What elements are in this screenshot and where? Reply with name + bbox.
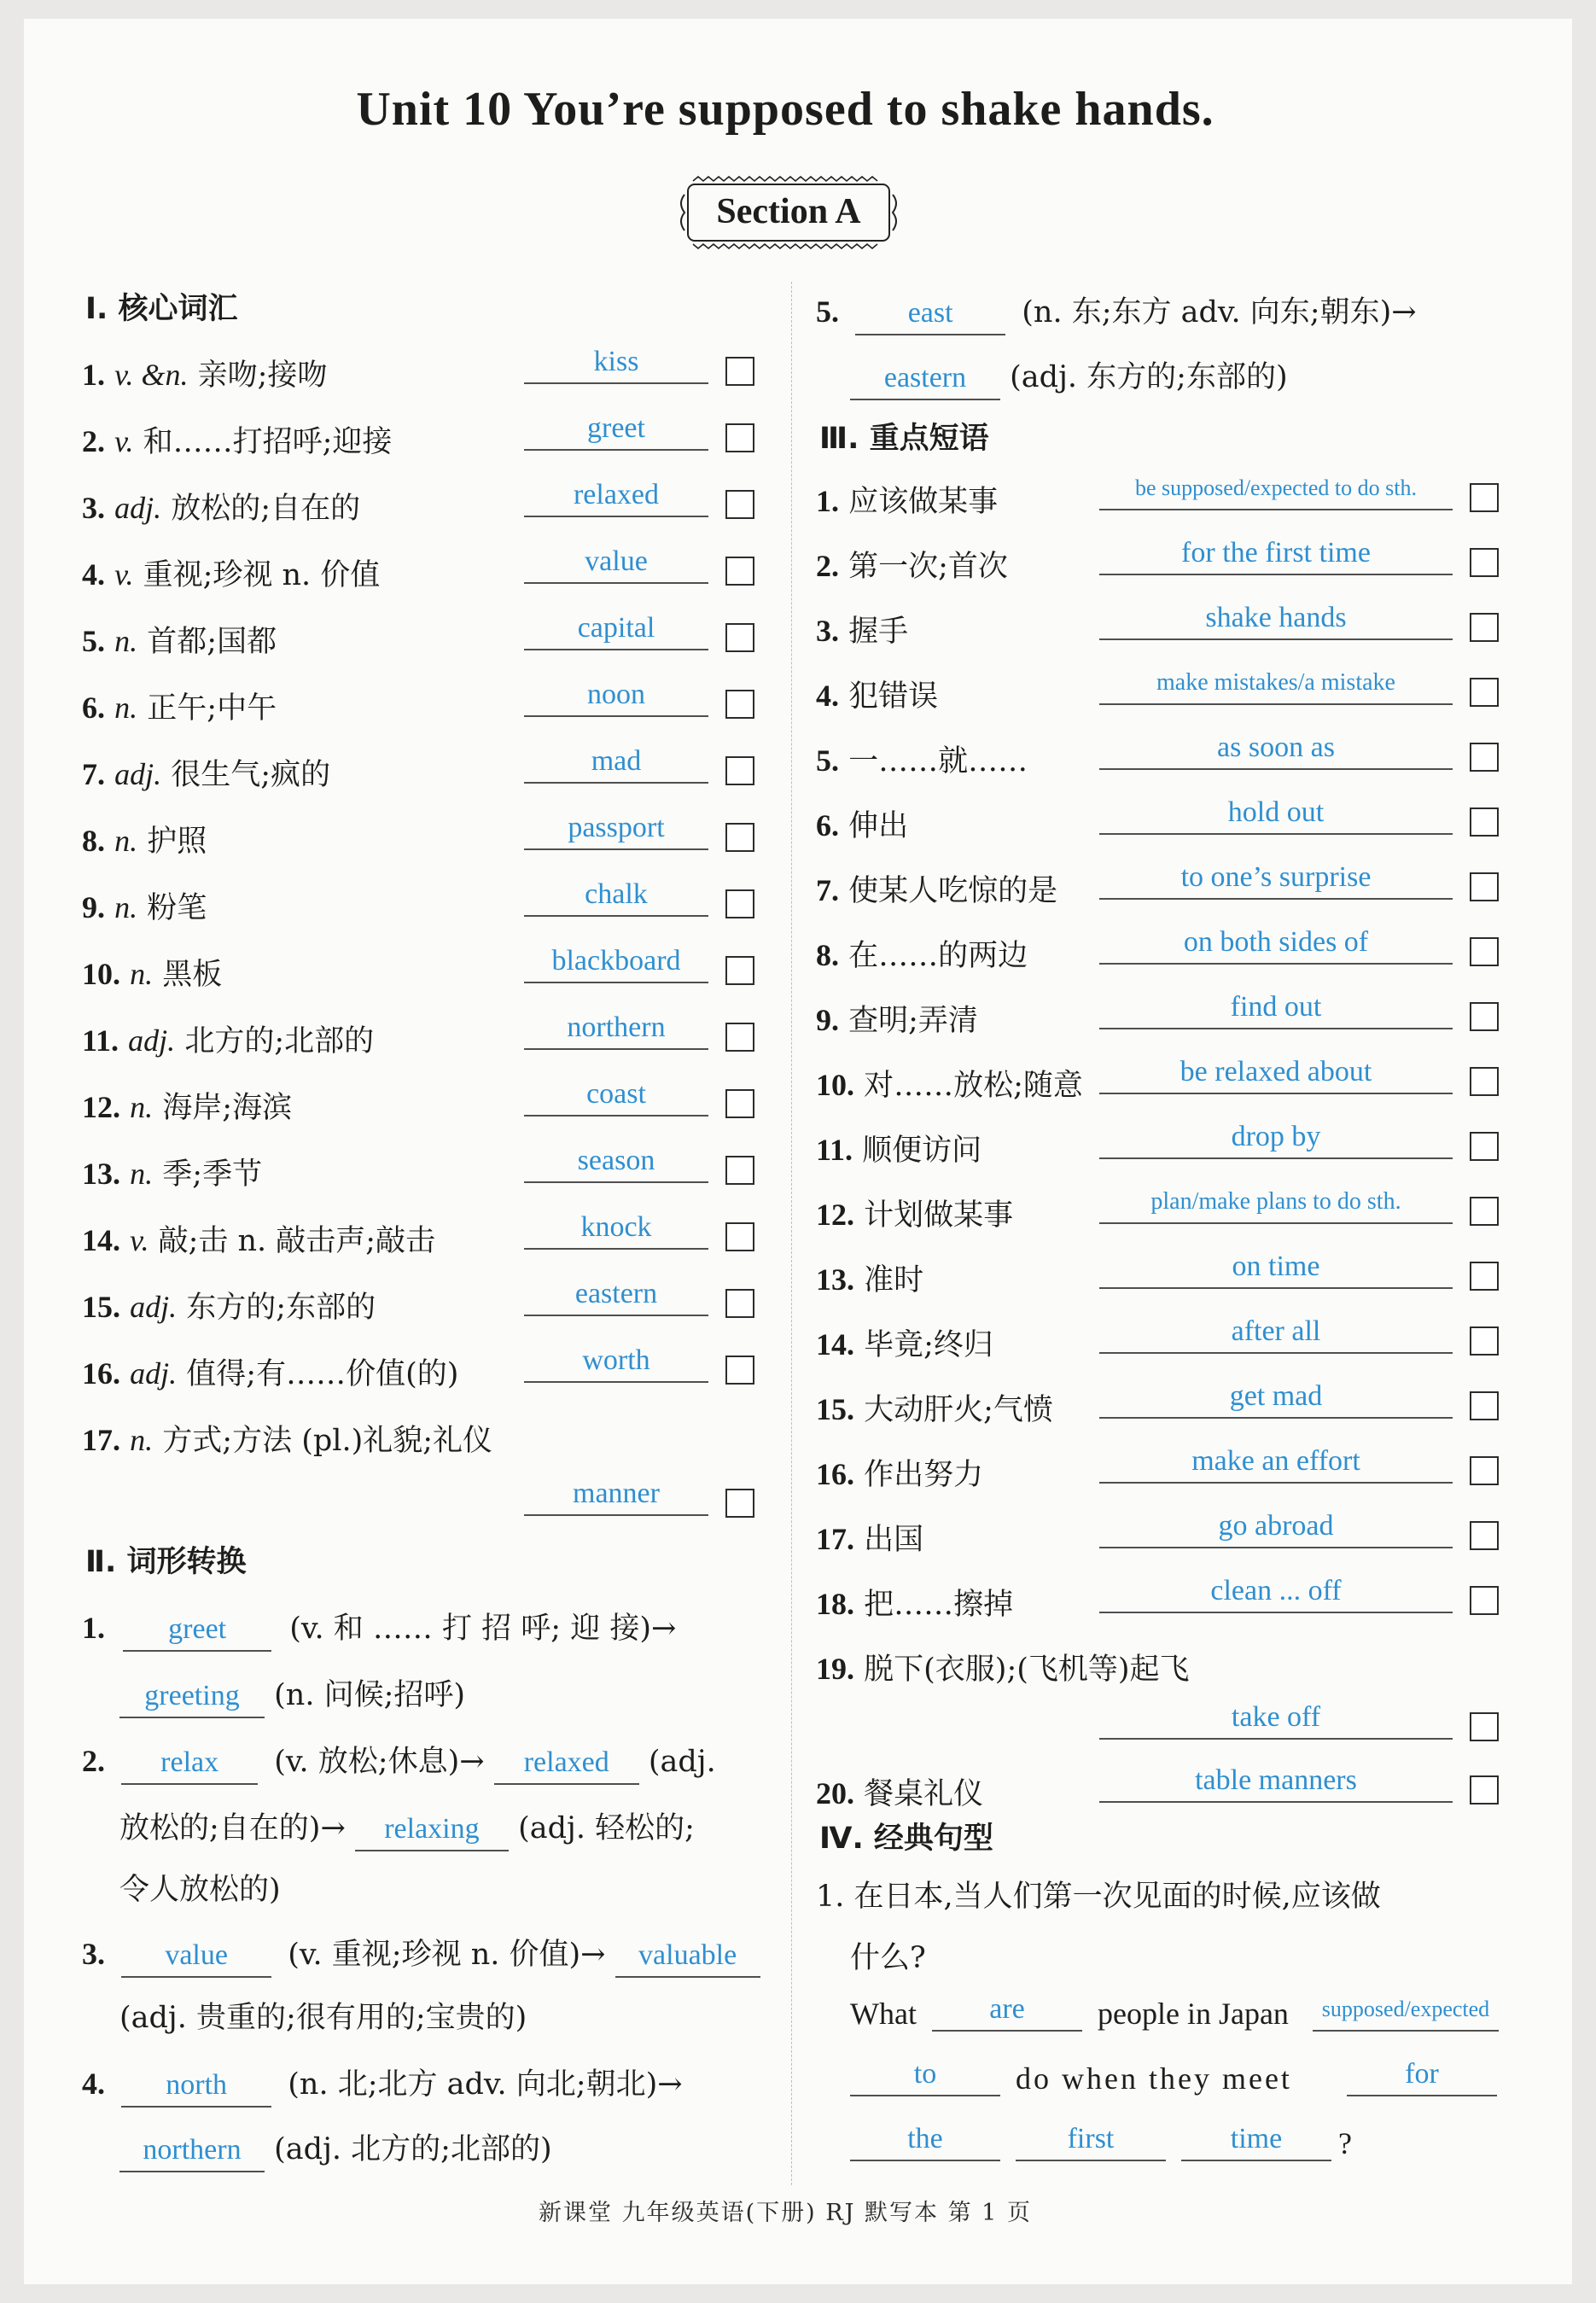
checkbox[interactable] <box>1470 808 1499 837</box>
answer-field[interactable]: for <box>1347 2057 1497 2096</box>
sec2-header: Ⅱ. 词形转换 <box>85 1545 247 1579</box>
checkbox[interactable] <box>725 690 754 719</box>
item-number: 1. <box>82 1611 105 1645</box>
answer-field[interactable]: drop by <box>1099 1120 1453 1159</box>
checkbox[interactable] <box>1470 1197 1499 1226</box>
part-of-speech: n. <box>114 691 138 725</box>
part-of-speech: adj. <box>130 1290 178 1324</box>
item-number: 8. <box>82 824 105 858</box>
answer-field[interactable]: eastern <box>850 361 1000 400</box>
checkbox[interactable] <box>725 1289 754 1318</box>
checkbox[interactable] <box>725 490 754 519</box>
answer-field[interactable]: east <box>855 296 1005 335</box>
checkbox[interactable] <box>725 1489 754 1518</box>
answer-field[interactable]: relaxed <box>524 478 708 517</box>
meaning-text: 方式;方法 (pl.)礼貌;礼仪 <box>162 1424 493 1458</box>
answer-field[interactable]: relax <box>121 1746 258 1785</box>
answer-field[interactable]: for the first time <box>1099 536 1453 575</box>
item-number: 12. <box>82 1090 120 1124</box>
phrase-item <box>816 932 1028 975</box>
checkbox[interactable] <box>725 423 754 452</box>
checkbox[interactable] <box>1470 1002 1499 1031</box>
meaning-text: 查明;弄清 <box>848 1004 978 1038</box>
item-number: 13. <box>816 1262 854 1297</box>
answer-field[interactable]: plan/make plans to do sth. <box>1099 1185 1453 1224</box>
phrase-item <box>816 1581 1013 1624</box>
sec4-q1-cn-line2: 什么? <box>850 1941 926 1975</box>
item-number: 14. <box>82 1223 120 1257</box>
meaning-text: 脱下(衣服);(飞机等)起飞 <box>864 1653 1190 1687</box>
sec2-q3-line2 <box>119 1994 527 2037</box>
meaning-text: 伸出 <box>848 809 909 843</box>
meaning-text: 在……的两边 <box>848 939 1028 973</box>
part-of-speech: n. <box>114 824 138 858</box>
part-of-speech: adj. <box>114 757 162 791</box>
phrase-item <box>816 478 998 521</box>
answer-field[interactable]: value <box>121 1939 271 1978</box>
phrase-item <box>816 543 1008 586</box>
answer-field[interactable]: as soon as <box>1099 731 1453 770</box>
answer-field[interactable]: noon <box>524 678 708 717</box>
item-text: (adj. <box>648 1745 716 1779</box>
answer-field[interactable]: make an effort <box>1099 1444 1453 1484</box>
meaning-text: 季;季节 <box>162 1157 263 1192</box>
answer-field[interactable]: take off <box>1099 1700 1453 1740</box>
answer-field[interactable]: find out <box>1099 990 1453 1029</box>
checkbox[interactable] <box>1470 1067 1499 1096</box>
answer-field[interactable]: clean ... off <box>1099 1574 1453 1613</box>
phrase-item <box>816 1770 983 1813</box>
meaning-text: 对……放松;随意 <box>864 1069 1083 1103</box>
item-number: 17. <box>816 1522 854 1556</box>
vocab-item <box>82 685 277 727</box>
sec2-q4-line2 <box>119 2125 552 2172</box>
item-text: (adj. 东方的;东部的) <box>1010 360 1288 394</box>
phrase-item <box>816 867 1057 910</box>
page-footer: 新课堂 九年级英语(下册) RJ 默写本 第 1 页 <box>539 2200 1032 2226</box>
vocab-item <box>82 551 380 594</box>
item-text: (adj. 轻松的; <box>518 1811 695 1845</box>
meaning-text: 重视;珍视 n. 价值 <box>143 558 381 592</box>
part-of-speech: v. <box>114 424 134 458</box>
checkbox[interactable] <box>1470 483 1499 512</box>
item-number: 4. <box>816 679 839 713</box>
sec2-q2-line1 <box>82 1738 716 1785</box>
answer-field[interactable]: go abroad <box>1099 1509 1453 1548</box>
vocab-item <box>82 1417 492 1460</box>
vocab-item <box>82 884 207 927</box>
checkbox[interactable] <box>725 1222 754 1251</box>
vocab-item <box>82 418 392 461</box>
phrase-item <box>816 1386 1053 1429</box>
answer-field[interactable]: chalk <box>524 877 708 917</box>
vocab-item <box>82 1017 374 1060</box>
part-of-speech: adj. <box>114 491 162 525</box>
checkbox[interactable] <box>1470 678 1499 707</box>
phrase-item <box>816 738 1028 780</box>
sec2-q1-line2 <box>119 1671 465 1718</box>
item-number: 13. <box>82 1157 120 1191</box>
meaning-text: 应该做某事 <box>848 485 999 519</box>
meaning-text: 毕竟;终归 <box>864 1328 993 1362</box>
answer-field[interactable]: greeting <box>119 1679 265 1718</box>
item-text: (n. 东;东方 adv. 向东;朝东)→ <box>1022 295 1417 329</box>
meaning-text: 顺便访问 <box>862 1134 982 1168</box>
meaning-text: 很生气;疯的 <box>171 758 331 792</box>
item-number: 10. <box>82 957 120 991</box>
item-number: 15. <box>82 1290 120 1324</box>
item-text: (v. 和 …… 打 招 呼; 迎 接)→ <box>289 1612 677 1646</box>
phrase-item <box>816 1451 983 1494</box>
item-number: 1. <box>82 358 105 392</box>
answer-field[interactable]: knock <box>524 1210 708 1250</box>
meaning-text: 亲吻;接吻 <box>197 359 328 393</box>
meaning-text: 握手 <box>848 615 909 649</box>
answer-field[interactable]: coast <box>524 1077 708 1117</box>
item-number: 6. <box>816 808 839 842</box>
answer-field[interactable]: eastern <box>524 1277 708 1316</box>
answer-field[interactable]: on both sides of <box>1099 925 1453 965</box>
answer-field[interactable]: to <box>850 2057 1000 2096</box>
answer-field[interactable]: season <box>524 1144 708 1183</box>
phrase-item <box>816 673 938 715</box>
vocab-item <box>82 951 222 994</box>
sec2-q5-line1 <box>816 289 1417 335</box>
item-number: 17. <box>82 1423 120 1457</box>
meaning-text: 北方的;北部的 <box>184 1024 375 1058</box>
item-number: 9. <box>82 890 105 924</box>
item-number: 1. <box>816 484 839 518</box>
answer-field[interactable]: get mad <box>1099 1379 1453 1419</box>
item-text: 放松的;自在的)→ <box>119 1811 346 1845</box>
item-number: 3. <box>82 1937 105 1971</box>
answer-field[interactable]: worth <box>524 1344 708 1383</box>
item-number: 5. <box>816 294 839 329</box>
phrase-item <box>816 802 908 845</box>
checkbox[interactable] <box>725 357 754 386</box>
sec2-q2-line2 <box>119 1805 695 1851</box>
item-number: 20. <box>816 1776 854 1810</box>
item-number: 8. <box>816 938 839 972</box>
answer-field[interactable]: north <box>121 2068 271 2108</box>
vocab-item <box>82 1217 435 1260</box>
checkbox[interactable] <box>725 1023 754 1052</box>
section-badge <box>676 176 901 249</box>
meaning-text: 准时 <box>864 1263 924 1297</box>
checkbox[interactable] <box>725 623 754 652</box>
item-number: 12. <box>816 1198 854 1232</box>
answer-field[interactable]: blackboard <box>524 944 708 983</box>
meaning-text: 敲;击 n. 敲击声;敲击 <box>158 1224 436 1258</box>
meaning-text: 值得;有……价值(的) <box>186 1357 459 1391</box>
answer-field[interactable]: capital <box>524 611 708 650</box>
answer-field[interactable]: supposed/expected <box>1313 1992 1499 2032</box>
phrase-item <box>816 1646 1190 1688</box>
answer-field[interactable]: passport <box>524 811 708 850</box>
phrase-item <box>816 1256 923 1299</box>
item-number: 5. <box>82 624 105 658</box>
item-text: (v. 放松;休息)→ <box>274 1745 485 1779</box>
checkbox[interactable] <box>725 756 754 785</box>
meaning-text: 大动肝火;气愤 <box>864 1393 1053 1427</box>
part-of-speech: n. <box>114 624 138 658</box>
answer-field[interactable]: relaxing <box>355 1812 509 1851</box>
sec2-q4-line1 <box>82 2061 683 2108</box>
item-number: 7. <box>816 873 839 907</box>
vocab-item <box>82 485 360 528</box>
answer-field[interactable]: value <box>524 545 708 584</box>
vocab-item <box>82 1084 292 1127</box>
item-text: (n. 问候;招呼) <box>274 1678 466 1712</box>
item-number: 11. <box>82 1023 119 1058</box>
answer-field[interactable]: valuable <box>615 1939 760 1978</box>
part-of-speech: n. <box>130 1090 154 1124</box>
checkbox[interactable] <box>1470 937 1499 966</box>
phrase-item <box>816 1516 923 1559</box>
meaning-text: 第一次;首次 <box>848 550 1008 584</box>
part-of-speech: n. <box>130 1423 154 1457</box>
answer-field[interactable]: be supposed/expected to do sth. <box>1099 471 1453 510</box>
checkbox[interactable] <box>1470 743 1499 772</box>
meaning-text: 和……打招呼;迎接 <box>143 425 393 459</box>
checkbox[interactable] <box>1470 1326 1499 1356</box>
sec4-word: What <box>850 1997 917 2031</box>
part-of-speech: v. <box>114 557 134 592</box>
answer-field[interactable]: are <box>932 1992 1082 2032</box>
vocab-item <box>82 818 207 860</box>
item-text: (adj. 北方的;北部的) <box>274 2132 552 2166</box>
answer-field[interactable]: shake hands <box>1099 601 1453 640</box>
meaning-text: 护照 <box>147 825 207 859</box>
sec4-word: ? <box>1338 2126 1352 2160</box>
checkbox[interactable] <box>1470 1132 1499 1161</box>
checkbox[interactable] <box>725 889 754 918</box>
meaning-text: 出国 <box>864 1523 924 1557</box>
checkbox[interactable] <box>1470 1712 1499 1741</box>
item-number: 4. <box>82 2067 105 2101</box>
meaning-text: 黑板 <box>162 958 223 992</box>
checkbox[interactable] <box>725 557 754 586</box>
item-number: 9. <box>816 1003 839 1037</box>
meaning-text: 正午;中午 <box>147 691 277 726</box>
meaning-text: 把……擦掉 <box>864 1588 1014 1622</box>
phrase-item <box>816 1062 1083 1105</box>
item-number: 16. <box>816 1457 854 1491</box>
answer-field[interactable]: be relaxed about <box>1099 1055 1453 1094</box>
checkbox[interactable] <box>1470 548 1499 577</box>
part-of-speech: n. <box>130 957 154 991</box>
sec4-word: people in Japan <box>1098 1997 1289 2031</box>
answer-field[interactable]: to one’s surprise <box>1099 860 1453 900</box>
checkbox[interactable] <box>725 956 754 985</box>
answer-field[interactable]: after all <box>1099 1315 1453 1354</box>
meaning-text: 粉笔 <box>147 891 207 925</box>
item-number: 16. <box>82 1356 120 1391</box>
item-number: 15. <box>816 1392 854 1426</box>
answer-field[interactable]: on time <box>1099 1250 1453 1289</box>
page-title: Unit 10 You’re supposed to shake hands. <box>356 83 1214 136</box>
item-number: 5. <box>816 743 839 778</box>
answer-field[interactable]: the <box>850 2122 1000 2161</box>
part-of-speech: v. <box>130 1223 149 1257</box>
answer-field[interactable]: manner <box>524 1477 708 1516</box>
answer-field[interactable]: relaxed <box>494 1746 639 1785</box>
sec3-header: Ⅲ. 重点短语 <box>819 422 989 456</box>
answer-field[interactable]: table manners <box>1099 1764 1453 1803</box>
vocab-item <box>82 1151 262 1193</box>
meaning-text: 东方的;东部的 <box>186 1291 376 1325</box>
item-number: 2. <box>82 1744 105 1778</box>
meaning-text: 计划做某事 <box>864 1198 1014 1233</box>
item-number: 10. <box>816 1068 854 1102</box>
sec1-header: Ⅰ. 核心词汇 <box>85 292 238 326</box>
meaning-text: 首都;国都 <box>147 625 277 659</box>
vocab-item <box>82 1350 458 1393</box>
item-number: 6. <box>82 691 105 725</box>
part-of-speech: adj. <box>130 1356 178 1391</box>
item-text: (n. 北;北方 adv. 向北;朝北)→ <box>288 2067 683 2102</box>
item-number: 19. <box>816 1652 854 1686</box>
checkbox[interactable] <box>1470 872 1499 901</box>
phrase-item <box>816 1192 1013 1234</box>
answer-field[interactable]: northern <box>119 2133 265 2172</box>
checkbox[interactable] <box>1470 1262 1499 1291</box>
checkbox[interactable] <box>725 1356 754 1385</box>
vocab-item <box>82 1284 376 1326</box>
answer-field[interactable]: make mistakes/a mistake <box>1099 666 1453 705</box>
answer-field[interactable]: time <box>1181 2122 1331 2161</box>
answer-field[interactable]: first <box>1016 2122 1166 2161</box>
phrase-item <box>816 1127 981 1169</box>
sec4-word: do when they meet <box>1016 2061 1292 2096</box>
part-of-speech: adj. <box>128 1023 176 1058</box>
item-number: 14. <box>816 1327 854 1361</box>
item-number: 11. <box>816 1133 853 1167</box>
checkbox[interactable] <box>725 1156 754 1185</box>
vocab-item <box>82 352 327 394</box>
meaning-text: 放松的;自在的 <box>171 492 361 526</box>
meaning-text: 海岸;海滨 <box>162 1091 293 1125</box>
sec2-q3-line1 <box>82 1931 760 1978</box>
item-text: 令人放松的) <box>119 1873 281 1907</box>
checkbox[interactable] <box>1470 1521 1499 1550</box>
item-number: 3. <box>816 614 839 648</box>
checkbox[interactable] <box>1470 1456 1499 1485</box>
phrase-item <box>816 608 908 650</box>
answer-field[interactable]: greet <box>524 411 708 451</box>
item-number: 7. <box>82 757 105 791</box>
item-text: (adj. 贵重的;很有用的;宝贵的) <box>119 2001 527 2035</box>
item-text: (v. 重视;珍视 n. 价值)→ <box>288 1938 606 1972</box>
part-of-speech: n. <box>114 890 138 924</box>
answer-field[interactable]: greet <box>123 1612 271 1652</box>
checkbox[interactable] <box>1470 1775 1499 1805</box>
phrase-item <box>816 1321 993 1364</box>
checkbox[interactable] <box>1470 1586 1499 1615</box>
meaning-text: 一……就…… <box>848 744 1028 778</box>
meaning-text: 犯错误 <box>848 679 939 714</box>
sec4-q1-cn-line1: 1. 在日本,当人们第一次见面的时候,应该做 <box>816 1880 1381 1914</box>
checkbox[interactable] <box>725 823 754 852</box>
item-number: 2. <box>82 424 105 458</box>
item-number: 3. <box>82 491 105 525</box>
phrase-item <box>816 997 978 1040</box>
answer-field[interactable]: mad <box>524 744 708 784</box>
item-number: 18. <box>816 1587 854 1621</box>
checkbox[interactable] <box>1470 1391 1499 1420</box>
meaning-text: 作出努力 <box>864 1458 984 1492</box>
section-label: Section A <box>716 192 861 231</box>
sec2-q5-line2 <box>850 353 1288 400</box>
meaning-text: 使某人吃惊的是 <box>848 874 1058 908</box>
answer-field[interactable]: kiss <box>524 345 708 384</box>
answer-field[interactable]: northern <box>524 1011 708 1050</box>
vocab-item <box>82 618 277 661</box>
vocab-item <box>82 751 330 794</box>
answer-field[interactable]: hold out <box>1099 796 1453 835</box>
sec4-header: Ⅳ. 经典句型 <box>819 1822 993 1856</box>
column-divider <box>791 282 792 2185</box>
item-number: 2. <box>816 549 839 583</box>
meaning-text: 餐桌礼仪 <box>864 1777 984 1811</box>
sec2-q2-line3 <box>119 1866 281 1909</box>
checkbox[interactable] <box>1470 613 1499 642</box>
item-number: 4. <box>82 557 105 592</box>
part-of-speech: n. <box>130 1157 154 1191</box>
part-of-speech: v. &n. <box>114 358 189 392</box>
sec2-q1-line1 <box>82 1605 676 1652</box>
checkbox[interactable] <box>725 1089 754 1118</box>
